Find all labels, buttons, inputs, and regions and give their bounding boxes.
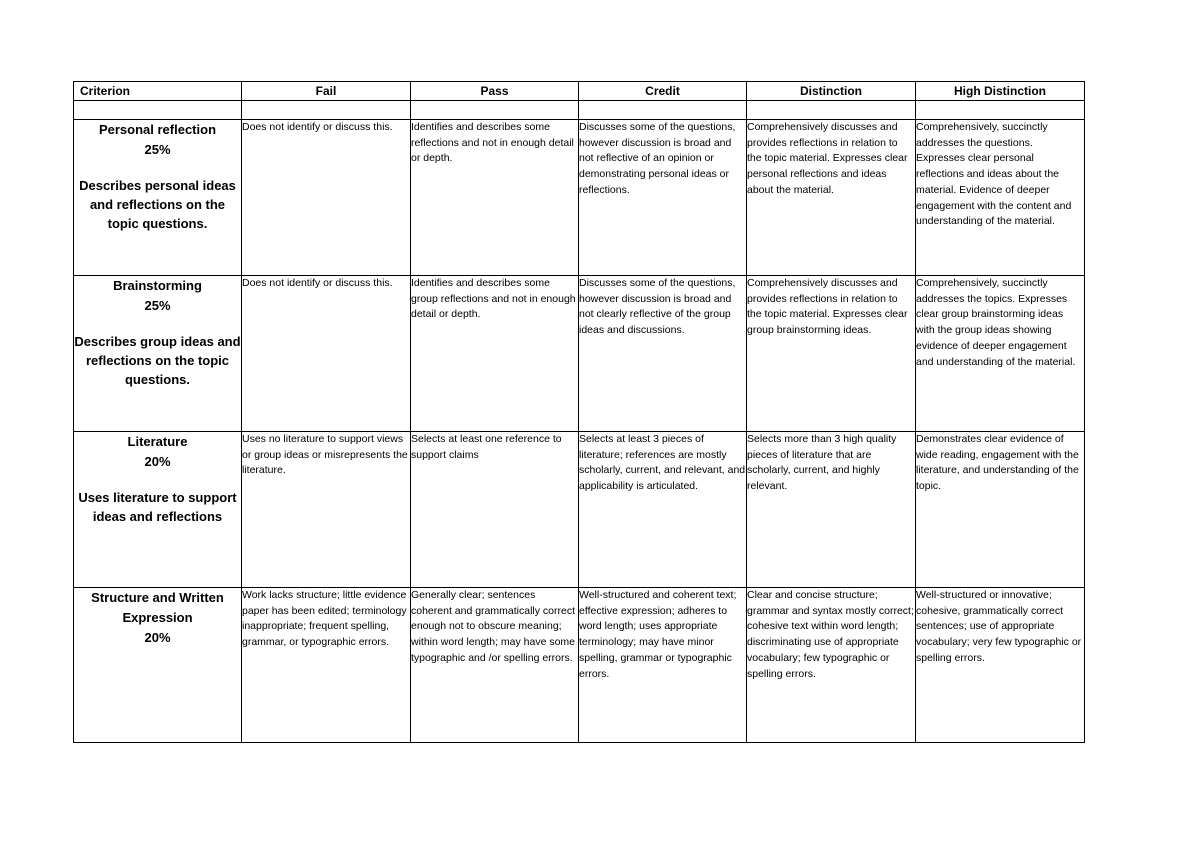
empty-cell (411, 101, 579, 120)
table-row (74, 120, 1085, 276)
criterion-weight: 25% (144, 298, 171, 313)
credit-cell: Discusses some of the questions, however discussion is broad and not clearly reflective of the group ideas and discussions. (579, 276, 747, 432)
criterion-description: Uses literature to support ideas and reflections (78, 490, 237, 524)
header-credit: Credit (579, 82, 747, 101)
distinction-cell: Selects more than 3 high quality pieces of literature that are scholarly, current, and highly relevant. (747, 432, 916, 588)
criterion-cell (74, 588, 242, 743)
distinction-cell: Comprehensively discusses and provides reflections in relation to the topic material. Expresses clear group brainstorming ideas. (747, 276, 916, 432)
distinction-cell: Comprehensively discusses and provides reflections in relation to the topic material. Expresses clear personal reflections and ideas about the material. (747, 120, 916, 276)
high-distinction-cell: Comprehensively, succinctly addresses the questions. Expresses clear personal reflections and ideas about the material. Evidence of deeper engagement with the content and understanding of the material. (916, 120, 1085, 276)
high-distinction-cell: Demonstrates clear evidence of wide reading, engagement with the literature, and understanding of the topic. (916, 432, 1085, 588)
credit-cell: Well-structured and coherent text; effective expression; adheres to word length; uses appropriate terminology; may have minor spelling, grammar or typographic errors. (579, 588, 747, 743)
fail-cell: Does not identify or discuss this. (242, 276, 411, 432)
criterion-weight: 25% (144, 142, 171, 157)
rubric-table (73, 81, 1085, 743)
criterion-cell (74, 120, 242, 276)
table-row (74, 588, 1085, 743)
criterion-name: Literature (127, 434, 188, 449)
criterion-description: Describes group ideas and reflections on the topic questions. (74, 334, 241, 387)
high-distinction-cell: Comprehensively, succinctly addresses the topics. Expresses clear group brainstorming ideas with the group ideas showing evidence of deeper engagement and understanding of the material. (916, 276, 1085, 432)
criterion-description: Describes personal ideas and reflections on the topic questions. (79, 178, 236, 231)
high-distinction-cell: Well-structured or innovative; cohesive, grammatically correct sentences; use of appropriate vocabulary; very few typographic or spelling errors. (916, 588, 1085, 743)
table-row (74, 432, 1085, 588)
header-high-distinction: High Distinction (916, 82, 1085, 101)
header-distinction: Distinction (747, 82, 916, 101)
credit-cell: Selects at least 3 pieces of literature; references are mostly scholarly, current, and relevant, and applicability is articulated. (579, 432, 747, 588)
pass-cell: Selects at least one reference to support claims (411, 432, 579, 588)
empty-cell (747, 101, 916, 120)
criterion-name: Structure and Written Expression (91, 590, 224, 625)
fail-cell: Does not identify or discuss this. (242, 120, 411, 276)
criterion-name: Brainstorming (113, 278, 202, 293)
empty-cell (74, 101, 242, 120)
fail-cell: Uses no literature to support views or group ideas or misrepresents the literature. (242, 432, 411, 588)
table-row (74, 276, 1085, 432)
header-criterion: Criterion (74, 82, 242, 101)
pass-cell: Identifies and describes some group reflections and not in enough detail or depth. (411, 276, 579, 432)
credit-cell: Discusses some of the questions, however discussion is broad and not reflective of an opinion or demonstrating personal ideas or reflections. (579, 120, 747, 276)
empty-cell (916, 101, 1085, 120)
distinction-cell: Clear and concise structure; grammar and syntax mostly correct; cohesive text within word length; discriminating use of appropriate vocabulary; few typographic or spelling errors. (747, 588, 916, 743)
empty-cell (242, 101, 411, 120)
pass-cell: Generally clear; sentences coherent and grammatically correct enough not to obscure meaning; within word length; may have some typographic and /or spelling errors. (411, 588, 579, 743)
fail-cell: Work lacks structure; little evidence paper has been edited; terminology inappropriate; frequent spelling, grammar, or typographic errors. (242, 588, 411, 743)
criterion-name: Personal reflection (98, 122, 217, 137)
empty-row (74, 101, 1085, 120)
header-pass: Pass (411, 82, 579, 101)
criterion-weight: 20% (144, 454, 171, 469)
table-header-row (74, 82, 1085, 101)
pass-cell: Identifies and describes some reflections and not in enough detail or depth. (411, 120, 579, 276)
header-fail: Fail (242, 82, 411, 101)
criterion-cell (74, 276, 242, 432)
criterion-cell (74, 432, 242, 588)
empty-cell (579, 101, 747, 120)
criterion-weight: 20% (144, 630, 171, 645)
